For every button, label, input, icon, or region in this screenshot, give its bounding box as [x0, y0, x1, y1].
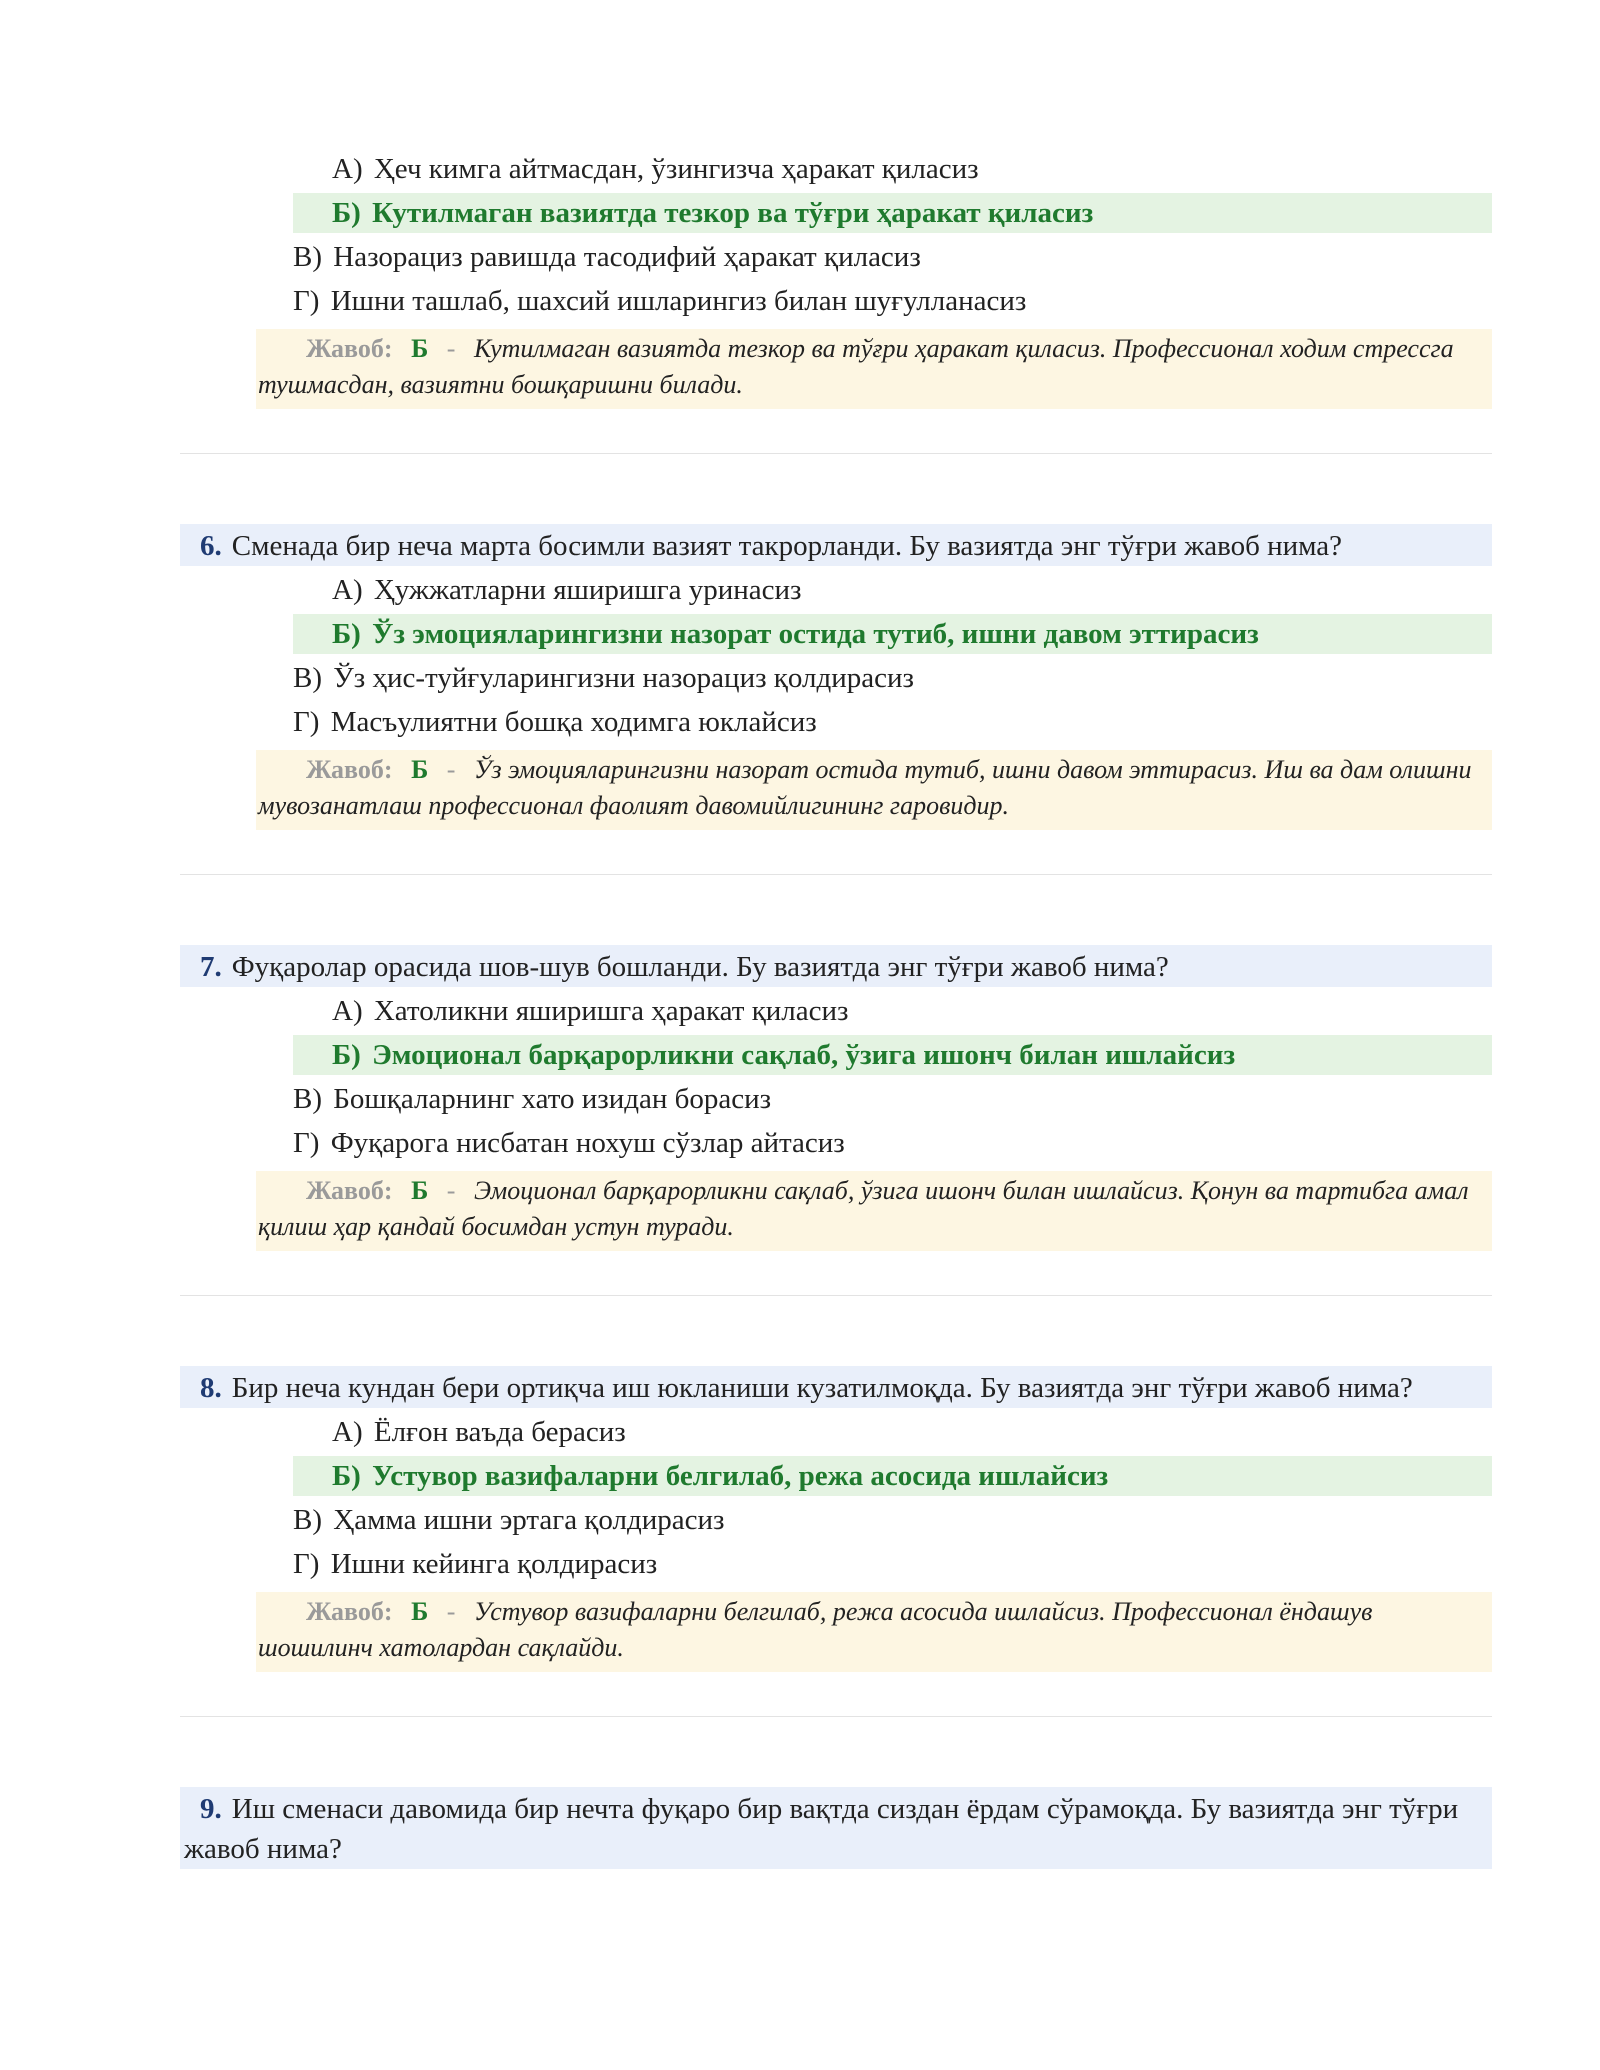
option-text: Ишни ташлаб, шахсий ишларингиз билан шуғулланасиз	[330, 285, 1027, 317]
document-page	[180, 145, 1492, 1871]
option-b-correct	[293, 1456, 1492, 1496]
option-text: Ҳеч кимга айтмасдан, ўзингизча ҳаракат қиласиз	[373, 153, 979, 185]
option-d	[180, 1123, 1492, 1163]
answer-explanation	[256, 1171, 1492, 1251]
option-label: В)	[293, 1504, 322, 1536]
option-d	[180, 702, 1492, 742]
question-number: 6.	[200, 530, 222, 562]
answer-text: Эмоционал барқарорликни сақлаб, ўзига ишонч билан ишлайсиз. Қонун ва тартибга амал қилиш ҳар қандай босимдан устун туради.	[258, 1176, 1469, 1241]
option-label: В)	[293, 1083, 322, 1115]
question-heading	[180, 1787, 1492, 1869]
divider	[180, 1295, 1492, 1296]
question-number: 9.	[200, 1793, 222, 1825]
question-6	[180, 524, 1492, 830]
option-c	[180, 1500, 1492, 1540]
question-heading	[180, 945, 1492, 987]
answer-letter: Б	[411, 1176, 429, 1205]
option-a	[180, 149, 1492, 189]
option-c	[180, 237, 1492, 277]
option-label: В)	[293, 241, 322, 273]
option-text: Масъулиятни бошқа ходимга юклайсиз	[330, 706, 817, 738]
option-label: А)	[332, 153, 363, 185]
answer-letter: Б	[411, 334, 429, 363]
option-text: Ҳамма ишни эртага қолдирасиз	[333, 1504, 725, 1536]
option-text: Ўз эмоцияларингизни назорат остида тутиб, ишни давом эттирасиз	[372, 618, 1259, 650]
option-label: А)	[332, 574, 363, 606]
answer-explanation	[256, 329, 1492, 409]
answer-dash: -	[446, 334, 456, 363]
option-text: Назорациз равишда тасодифий ҳаракат қиласиз	[333, 241, 921, 273]
divider	[180, 874, 1492, 875]
option-text: Кутилмаган вазиятда тезкор ва тўғри ҳаракат қиласиз	[372, 197, 1094, 229]
option-label: Г)	[293, 706, 320, 738]
question-text: Фуқаролар орасида шов-шув бошланди. Бу вазиятда энг тўғри жавоб нима?	[231, 951, 1169, 983]
answer-label: Жавоб:	[306, 755, 393, 784]
answer-text: Устувор вазифаларни белгилаб, режа асосида ишлайсиз. Профессионал ёндашув шошилинч хатолардан сақлайди.	[258, 1597, 1373, 1662]
answer-explanation	[256, 1592, 1492, 1672]
option-label: Г)	[293, 1548, 320, 1580]
question-8	[180, 1366, 1492, 1672]
option-label: А)	[332, 1416, 363, 1448]
option-d	[180, 1544, 1492, 1584]
option-b-correct	[293, 614, 1492, 654]
question-heading	[180, 524, 1492, 566]
option-text: Фуқарога нисбатан нохуш сўзлар айтасиз	[330, 1127, 845, 1159]
question-text: Сменада бир неча марта босимли вазият такрорланди. Бу вазиятда энг тўғри жавоб нима?	[231, 530, 1343, 562]
option-text: Устувор вазифаларни белгилаб, режа асосида ишлайсиз	[372, 1460, 1109, 1492]
option-d	[180, 281, 1492, 321]
answer-label: Жавоб:	[306, 334, 393, 363]
option-label: Г)	[293, 1127, 320, 1159]
option-label: Б)	[332, 618, 361, 650]
option-text: Эмоционал барқарорликни сақлаб, ўзига ишонч билан ишлайсиз	[372, 1039, 1236, 1071]
option-label: А)	[332, 995, 363, 1027]
question-9	[180, 1787, 1492, 1869]
question-5-tail	[180, 149, 1492, 409]
option-label: Б)	[332, 1039, 361, 1071]
answer-text: Ўз эмоцияларингизни назорат остида тутиб, ишни давом эттирасиз. Иш ва дам олишни мувозанатлаш профессионал фаолият давомийлигининг гаровидир.	[258, 755, 1472, 820]
option-text: Бошқаларнинг хато изидан борасиз	[333, 1083, 772, 1115]
option-a	[180, 991, 1492, 1031]
option-label: В)	[293, 662, 322, 694]
option-label: Б)	[332, 1460, 361, 1492]
answer-dash: -	[446, 755, 456, 784]
answer-label: Жавоб:	[306, 1597, 393, 1626]
divider	[180, 453, 1492, 454]
option-a	[180, 570, 1492, 610]
question-text: Бир неча кундан бери ортиқча иш юкланиши кузатилмоқда. Бу вазиятда энг тўғри жавоб нима?	[231, 1372, 1413, 1404]
question-7	[180, 945, 1492, 1251]
answer-label: Жавоб:	[306, 1176, 393, 1205]
answer-dash: -	[446, 1597, 456, 1626]
answer-explanation	[256, 750, 1492, 830]
option-text: Ишни кейинга қолдирасиз	[330, 1548, 658, 1580]
option-c	[180, 658, 1492, 698]
answer-letter: Б	[411, 1597, 429, 1626]
answer-letter: Б	[411, 755, 429, 784]
option-a	[180, 1412, 1492, 1452]
option-b-correct	[293, 1035, 1492, 1075]
option-text: Ўз ҳис-туйғуларингизни назорациз қолдирасиз	[333, 662, 914, 694]
question-text: Иш сменаси давомида бир нечта фуқаро бир вақтда сиздан ёрдам сўрамоқда. Бу вазиятда энг тўғри жавоб нима?	[184, 1793, 1459, 1865]
option-text: Ёлғон ваъда берасиз	[373, 1416, 626, 1448]
option-b-correct	[293, 193, 1492, 233]
answer-dash: -	[446, 1176, 456, 1205]
divider	[180, 1716, 1492, 1717]
option-label: Г)	[293, 285, 320, 317]
option-text: Ҳужжатларни яширишга уринасиз	[373, 574, 802, 606]
option-label: Б)	[332, 197, 361, 229]
question-number: 7.	[200, 951, 222, 983]
option-c	[180, 1079, 1492, 1119]
question-heading	[180, 1366, 1492, 1408]
answer-text: Кутилмаган вазиятда тезкор ва тўғри ҳаракат қиласиз. Профессионал ходим стрессга тушмасдан, вазиятни бошқаришни билади.	[258, 334, 1454, 399]
option-text: Хатоликни яширишга ҳаракат қиласиз	[373, 995, 849, 1027]
question-number: 8.	[200, 1372, 222, 1404]
